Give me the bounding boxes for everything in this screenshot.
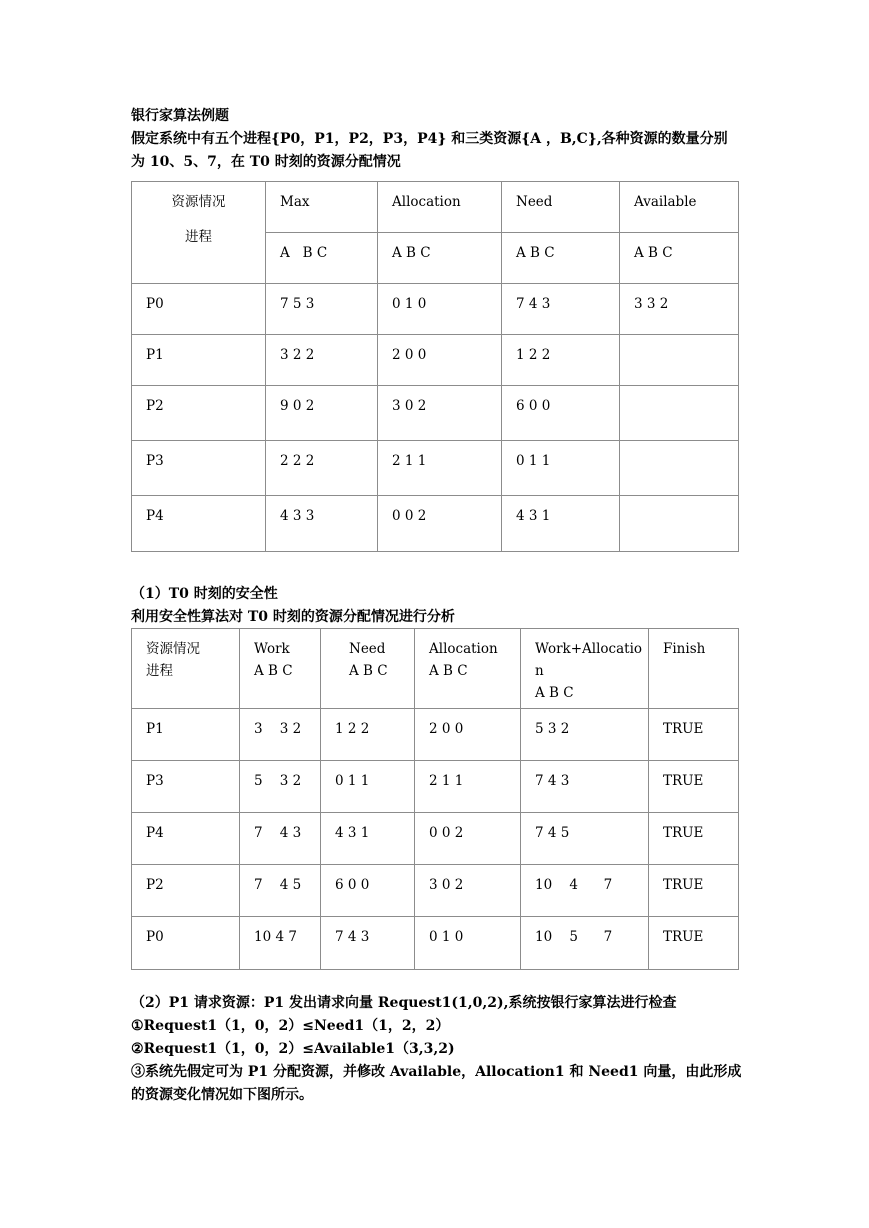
need-cell: 1 2 2 <box>502 335 620 386</box>
work-cell: 7 4 5 <box>240 865 321 917</box>
allocation-cell: 2 1 1 <box>415 761 521 813</box>
table1-subheader-available: A B C <box>620 233 739 284</box>
table2-corner-cell <box>132 629 240 709</box>
table1-corner-bottom: 进程 <box>185 229 212 245</box>
need-cell: 0 1 1 <box>502 441 620 496</box>
need-cell: 6 0 0 <box>502 386 620 441</box>
table-row <box>132 761 739 813</box>
finish-cell: TRUE <box>649 865 739 917</box>
safety-table <box>131 628 739 970</box>
section2-line-3: ②Request1（1，0，2）≤Available1（3,3,2) <box>131 1041 455 1057</box>
table-row <box>132 865 739 917</box>
finish-cell: TRUE <box>649 709 739 761</box>
process-cell: P3 <box>132 441 266 496</box>
table-row <box>132 496 739 552</box>
allocation-cell: 0 0 2 <box>415 813 521 865</box>
work-allocation-cell: 5 3 2 <box>521 709 649 761</box>
available-cell <box>620 386 739 441</box>
table2-header-finish: Finish <box>649 629 739 709</box>
max-cell: 2 2 2 <box>266 441 378 496</box>
table1-subheader-max: A B C <box>266 233 378 284</box>
table2-corner-top: 资源情况 <box>146 641 200 657</box>
available-cell: 3 3 2 <box>620 284 739 335</box>
max-cell: 4 3 3 <box>266 496 378 552</box>
section2-line-4: ③系统先假定可为 P1 分配资源，并修改 Available，Allocation1 和 Need1 向量，由此形成 <box>131 1064 742 1080</box>
table1-header-allocation: Allocation <box>378 182 502 233</box>
work-allocation-cell: 10 4 7 <box>521 865 649 917</box>
table1-header-need: Need <box>502 182 620 233</box>
allocation-cell: 2 0 0 <box>415 709 521 761</box>
process-cell: P1 <box>132 335 266 386</box>
work-allocation-cell: 7 4 3 <box>521 761 649 813</box>
process-cell: P0 <box>132 917 240 970</box>
work-cell: 10 4 7 <box>240 917 321 970</box>
table-row <box>132 813 739 865</box>
table-row <box>132 284 739 335</box>
table2-corner-bottom: 进程 <box>146 663 173 679</box>
need-cell: 7 4 3 <box>321 917 415 970</box>
document-title: 银行家算法例题 <box>131 108 229 124</box>
finish-cell: TRUE <box>649 761 739 813</box>
allocation-cell: 3 0 2 <box>415 865 521 917</box>
need-cell: 1 2 2 <box>321 709 415 761</box>
intro-line-1: 假定系统中有五个进程{P0，P1，P2，P3，P4} 和三类资源{A ，B,C},各种资源的数量分别 <box>131 131 728 147</box>
work-cell: 7 4 3 <box>240 813 321 865</box>
allocation-cell: 0 0 2 <box>378 496 502 552</box>
section1-desc: 利用安全性算法对 T0 时刻的资源分配情况进行分析 <box>131 609 455 625</box>
table2-header-allocation: Allocation A B C <box>415 629 521 709</box>
need-cell: 4 3 1 <box>502 496 620 552</box>
need-cell: 0 1 1 <box>321 761 415 813</box>
process-cell: P0 <box>132 284 266 335</box>
available-cell <box>620 335 739 386</box>
table1-subheader-need: A B C <box>502 233 620 284</box>
finish-cell: TRUE <box>649 813 739 865</box>
table2-header-work: Work A B C <box>240 629 321 709</box>
process-cell: P1 <box>132 709 240 761</box>
allocation-cell: 3 0 2 <box>378 386 502 441</box>
table2-header-need: Need A B C <box>321 629 415 709</box>
table1-header-max: Max <box>266 182 378 233</box>
finish-cell: TRUE <box>649 917 739 970</box>
max-cell: 7 5 3 <box>266 284 378 335</box>
table1-corner-cell <box>132 182 266 284</box>
table-row <box>132 709 739 761</box>
allocation-cell: 0 1 0 <box>415 917 521 970</box>
process-cell: P4 <box>132 813 240 865</box>
max-cell: 3 2 2 <box>266 335 378 386</box>
work-allocation-cell: 10 5 7 <box>521 917 649 970</box>
intro-line-2: 为 10、5、7，在 T0 时刻的资源分配情况 <box>131 154 401 170</box>
section2-line-2: ①Request1（1，0，2）≤Need1（1，2，2） <box>131 1018 450 1034</box>
table-row <box>132 386 739 441</box>
work-cell: 3 3 2 <box>240 709 321 761</box>
work-cell: 5 3 2 <box>240 761 321 813</box>
work-allocation-cell: 7 4 5 <box>521 813 649 865</box>
table1-subheader-allocation: A B C <box>378 233 502 284</box>
table1-header-available: Available <box>620 182 739 233</box>
table-row <box>132 335 739 386</box>
allocation-cell: 2 1 1 <box>378 441 502 496</box>
max-cell: 9 0 2 <box>266 386 378 441</box>
table-row <box>132 441 739 496</box>
table1-corner-top: 资源情况 <box>171 194 226 210</box>
allocation-table <box>131 181 739 552</box>
need-cell: 7 4 3 <box>502 284 620 335</box>
process-cell: P3 <box>132 761 240 813</box>
need-cell: 6 0 0 <box>321 865 415 917</box>
available-cell <box>620 496 739 552</box>
process-cell: P2 <box>132 865 240 917</box>
section1-title: （1）T0 时刻的安全性 <box>131 586 278 602</box>
need-cell: 4 3 1 <box>321 813 415 865</box>
process-cell: P2 <box>132 386 266 441</box>
section2-line-5: 的资源变化情况如下图所示。 <box>131 1087 313 1103</box>
section2-line-1: （2）P1 请求资源：P1 发出请求向量 Request1(1,0,2),系统按银行家算法进行检查 <box>131 995 677 1011</box>
allocation-cell: 2 0 0 <box>378 335 502 386</box>
available-cell <box>620 441 739 496</box>
table-row <box>132 917 739 970</box>
process-cell: P4 <box>132 496 266 552</box>
table2-header-work-allocation: Work+Allocatio n A B C <box>521 629 649 709</box>
allocation-cell: 0 1 0 <box>378 284 502 335</box>
